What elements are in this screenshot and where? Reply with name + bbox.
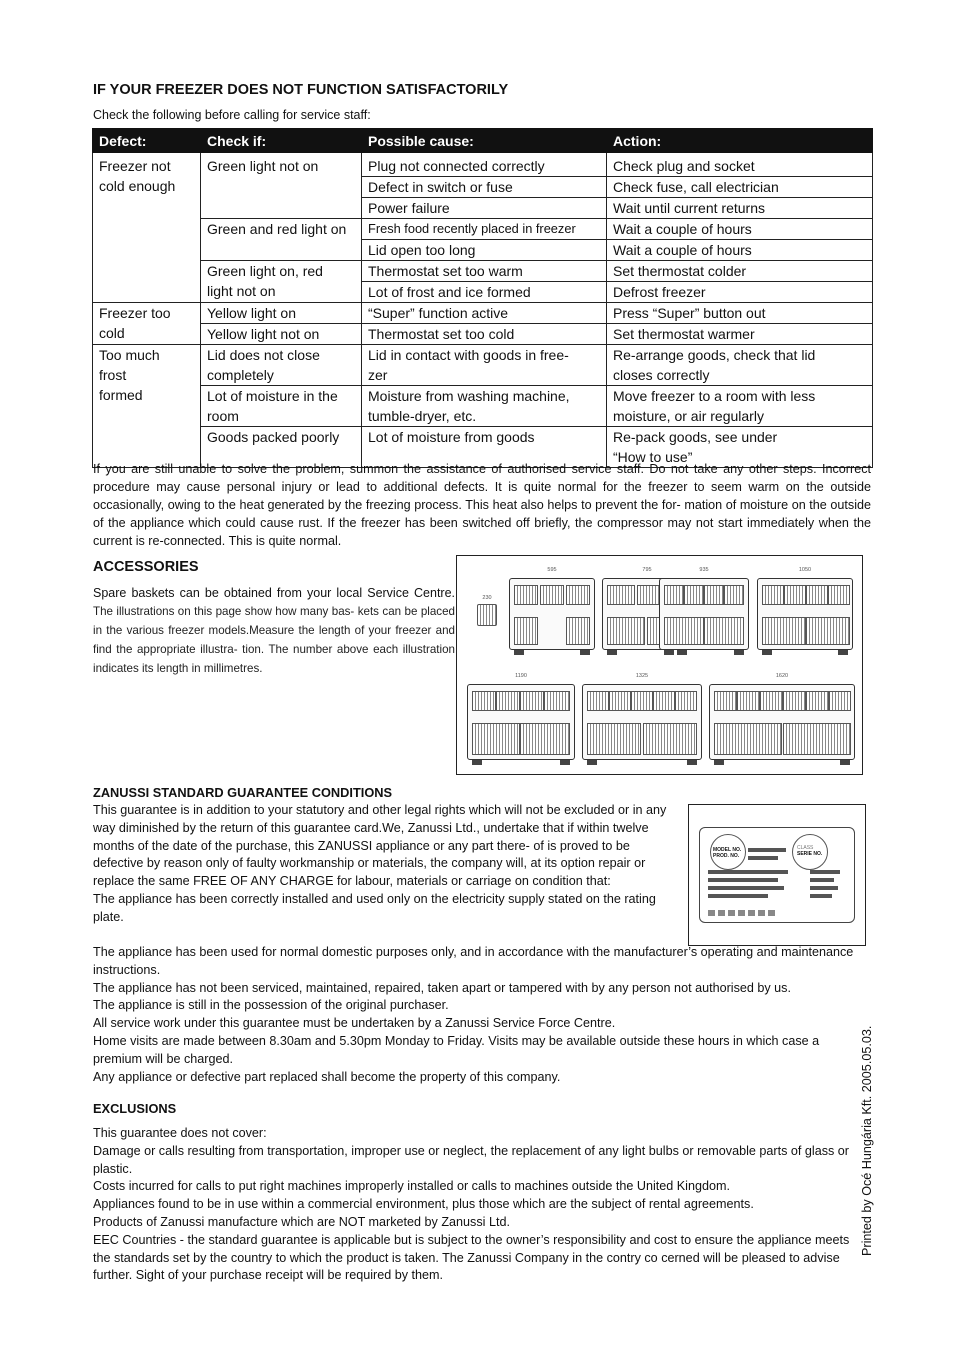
table-row: [93, 261, 873, 282]
action-cell: Re-arrange goods, check that lid closes correctly: [607, 345, 873, 386]
action-cell: Wait a couple of hours: [607, 240, 873, 261]
table-row: [93, 324, 873, 345]
check-cell: Green light on, red light not on: [201, 261, 362, 303]
cause-cell: Lot of moisture from goods: [362, 427, 607, 468]
cause-cell: Thermostat set too cold: [362, 324, 607, 345]
printer-note: Printed by Océ Hungária Kft. 2005.05.03.: [860, 1025, 874, 1256]
freezer-1050-diagram: 1050: [757, 578, 853, 650]
header-possible-cause: Possible cause:: [362, 129, 607, 153]
action-cell: Press “Super” button out: [607, 303, 873, 324]
defect-cell: Too much frost formed: [93, 345, 201, 468]
action-cell: Re-pack goods, see under “How to use”: [607, 427, 873, 468]
action-cell: Set thermostat warmer: [607, 324, 873, 345]
defect-cell: Freezer too cold: [93, 303, 201, 345]
troubleshooting-note: If you are still unable to solve the problem, summon the assistance of authorised service staff. Do not take any other steps. Incorrect procedure may cause personal injury or lead to additional defects. It is quite normal for the freezer to seem warm on the outside occasionally, owing to the heat generated by the freezing process. This heat also helps to prevent the for- mation of moisture on the outside of the appliance which could cause rust. If the freezer has been switched off briefly, the compressor may not start immediately when the current is re-connected. This is quite normal.: [93, 462, 871, 548]
action-cell: Wait until current returns: [607, 198, 873, 219]
check-cell: Goods packed poorly: [201, 427, 362, 468]
check-cell: Lot of moisture in the room: [201, 386, 362, 427]
table-row: [93, 219, 873, 240]
cause-cell: Lid in contact with goods in free- zer: [362, 345, 607, 386]
cause-cell: Lid open too long: [362, 240, 607, 261]
check-cell: Lid does not close completely: [201, 345, 362, 386]
header-check-if: Check if:: [201, 129, 362, 153]
cause-cell: Lot of frost and ice formed: [362, 282, 607, 303]
page-title: IF YOUR FREEZER DOES NOT FUNCTION SATISFACTORILY: [93, 82, 509, 98]
action-cell: Check plug and socket: [607, 153, 873, 177]
cause-cell: Fresh food recently placed in freezer: [362, 219, 607, 240]
cause-cell: Thermostat set too warm: [362, 261, 607, 282]
check-cell: Green and red light on: [201, 219, 362, 261]
rating-plate: [699, 827, 855, 923]
defect-cell: Freezer not cold enough: [93, 153, 201, 303]
table-row: [93, 153, 873, 177]
header-defect: Defect:: [93, 129, 201, 153]
freezer-795-diagram: 795: [602, 578, 692, 650]
model-number-badge: MODEL NO. PROD. NO.: [710, 834, 746, 870]
action-cell: Check fuse, call electrician: [607, 177, 873, 198]
action-cell: Move freezer to a room with less moisture, or air regularly: [607, 386, 873, 427]
action-cell: Set thermostat colder: [607, 261, 873, 282]
table-row: [93, 303, 873, 324]
cause-cell: Plug not connected correctly: [362, 153, 607, 177]
freezer-595-diagram: 595: [509, 578, 595, 650]
exclusions-heading: EXCLUSIONS: [93, 1101, 177, 1116]
check-cell: Yellow light on: [201, 303, 362, 324]
freezer-1620-diagram: 1620: [709, 684, 855, 760]
freezer-1190-diagram: 1190: [467, 684, 575, 760]
cause-cell: Defect in switch or fuse: [362, 177, 607, 198]
accessories-heading: ACCESSORIES: [93, 559, 199, 575]
check-cell: Yellow light not on: [201, 324, 362, 345]
freezer-1325-diagram: 1325: [582, 684, 702, 760]
exclusions-list: This guarantee does not cover: Damage or calls resulting from transportation, improper use or neglect, the replacement of any light bulbs or removable parts of glass or plastic. Costs incurred for calls to put right machines improperly installed or calls to machines outside the United Kingdom. Appliances found to be in use within a commercial environment, plus those which are the subject of rental agreements. Products of Zanussi manufacture which are NOT marketed by Zanussi Ltd. EEC Countries - the standard guarantee is applicable but is subject to the owner’s responsibility and cost to ensure the appliance meets the standards set by the country to which the product is taken. The Zanussi Company in the contry co cerned will be pleased to advise further. Sight of your purchase receipt will be required by them.: [93, 1126, 850, 1283]
cause-cell: Power failure: [362, 198, 607, 219]
basket-illustration: [456, 555, 863, 775]
cause-cell: “Super” function active: [362, 303, 607, 324]
table-row: [93, 386, 873, 427]
intro-text: Check the following before calling for service staff:: [93, 108, 371, 122]
guarantee-intro: This guarantee is in addition to your statutory and other legal rights which will not be excluded or in any way diminished by the return of this guarantee card.We, Zanussi Ltd., undertake that if within twelve months of the date of the purchase, this ZANUSSI appliance or any part there- of is proved to be defective by reason only of faulty workmanship or materials, the company will, at its option repair or replace the same FREE OF ANY CHARGE for labour, materials or carriage on condition that: The appliance has been correctly installed and used only on the electricity supply stated on the rating plate.: [93, 803, 667, 924]
check-cell: Green light not on: [201, 153, 362, 219]
action-cell: Defrost freezer: [607, 282, 873, 303]
serial-number-badge: CLASS SERIE NO.: [792, 834, 828, 870]
troubleshooting-table: [92, 128, 873, 468]
guarantee-conditions: The appliance has been used for normal domestic purposes only, and in accordance with the manufacturer’s operating and maintenance instructions. The appliance has not been serviced, maintained, repaired, taken apart or tampered with by any person not authorised by us. The appliance is still in the possession of the original purchaser. All service work under this guarantee must be undertaken by a Zanussi Service Force Centre. Home visits are made between 8.30am and 5.30pm Monday to Friday. Visits may be available outside these hours in which case a premium will be charged. Any appliance or defective part replaced shall become the property of this company.: [93, 945, 854, 1084]
spare-basket-icon: 230: [477, 604, 497, 626]
guarantee-heading: ZANUSSI STANDARD GUARANTEE CONDITIONS: [93, 785, 393, 800]
cause-cell: Moisture from washing machine, tumble-dryer, etc.: [362, 386, 607, 427]
action-cell: Wait a couple of hours: [607, 219, 873, 240]
rating-plate-illustration: [688, 804, 866, 946]
table-row: [93, 345, 873, 386]
accessories-text: Spare baskets can be obtained from your local Service Centre. The illustrations on this page show how many bas- kets can be placed in the various freezer models.Measure the length of your freezer and find the appropriate illustra- tion. The number above each illustration indicates its length in millimetres.: [93, 586, 455, 675]
header-action: Action:: [607, 129, 873, 153]
table-header-row: [93, 129, 873, 153]
freezer-935-diagram: 935: [659, 578, 749, 650]
